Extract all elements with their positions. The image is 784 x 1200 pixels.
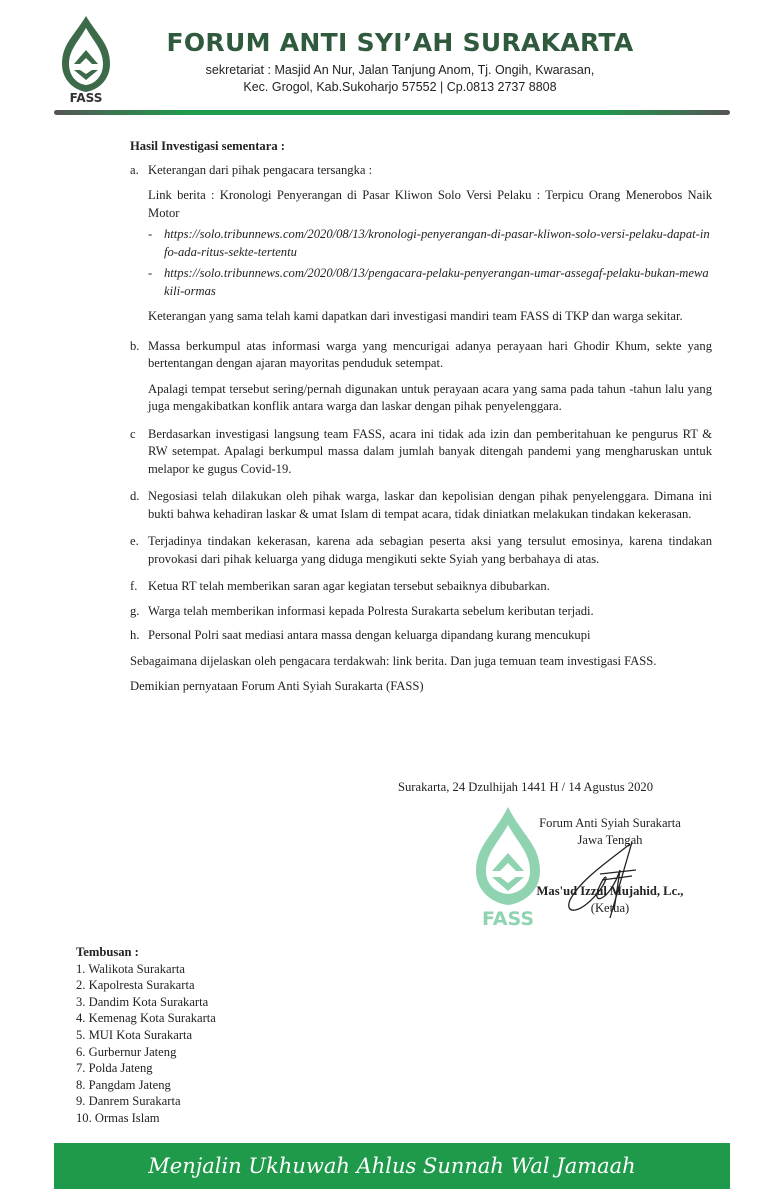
list-item: 3. Dandim Kota Surakarta	[76, 994, 209, 1009]
address-line: Kec. Grogol, Kab.Sukoharjo 57552 | Cp.0813 2737 8808	[243, 80, 557, 94]
paragraph: Ketua RT telah memberikan saran agar kegiatan tersebut sebaiknya dibubarkan.	[148, 579, 550, 593]
list-item: 4. Kemenag Kota Surakarta	[76, 1011, 216, 1026]
address-line: sekretariat : Masjid An Nur, Jalan Tanjung Anom, Tj. Ongih, Kwarasan,	[205, 63, 595, 77]
list-item: 1. Walikota Surakarta	[76, 961, 185, 976]
svg-text:FASS: FASS	[481, 908, 535, 930]
signer-org: Forum Anti Syiah Surakarta	[539, 816, 681, 830]
list-item-g	[130, 603, 712, 621]
paragraph: Personal Polri saat mediasi antara massa dengan keluarga dipandang kurang mencukupi	[148, 628, 591, 642]
list-item-e	[130, 533, 712, 568]
tembusan-title: Tembusan :	[76, 945, 139, 959]
item-label: d.	[130, 489, 140, 503]
item-label: h.	[130, 628, 140, 642]
footer-motto: Menjalin Ukhuwah Ahlus Sunnah Wal Jamaah	[148, 1154, 636, 1178]
item-label: c	[130, 426, 136, 441]
signature-date: Surakarta, 24 Dzulhijah 1441 H / 14 Agustus 2020	[398, 780, 653, 794]
signer-name: Mas'ud Izzul Mujahid, Lc.,	[536, 884, 684, 898]
list-item: 6. Gurbernur Jateng	[76, 1044, 177, 1059]
list-item-h	[130, 627, 712, 645]
list-item-a: a. Keterangan dari pihak pengacara tersangka : Link berita : Kronologi Penyerangan di Pasar Kliwon Solo Versi Pelaku : Terpicu Orang Menerobos Naik Motor - https://solo.tribunnews.com/2020/08/13/kronologi-penyerangan-di-pasar-kliwon-solo-versi-pelaku-dapat-info-ada-ritus-sekte-tertentu - https://solo.tribunnews.com/2020/08/13/pengacara-pelaku-penyerangan-umar-assegaf-pelaku-bukan-mewakili-ormas Keterangan yang sama telah kami dapatkan dari investigasi mandiri team FASS di TKP dan warga sekitar.	[130, 162, 712, 326]
closing-statement: Demikian pernyataan Forum Anti Syiah Surakarta (FASS)	[130, 679, 424, 693]
org-address	[160, 62, 640, 96]
paragraph: Warga telah memberikan informasi kepada Polresta Surakarta sebelum keributan terjadi.	[148, 603, 594, 618]
paragraph: Apalagi tempat tersebut sering/pernah digunakan untuk perayaan acara yang sama pada tahun -tahun lalu yang juga mengakibatkan konflik antara warga dan laskar dengan pihak penyelenggara.	[148, 381, 712, 413]
list-item-c	[130, 426, 712, 479]
section-heading: Hasil Investigasi sementara :	[130, 139, 285, 153]
item-label: f.	[130, 579, 138, 593]
list-item: 7. Polda Jateng	[76, 1061, 153, 1076]
news-link[interactable]: https://solo.tribunnews.com/2020/08/13/pengacara-pelaku-penyerangan-umar-assegaf-pelaku-bukan-mewakili-ormas	[164, 266, 709, 298]
paragraph: Negosiasi telah dilakukan oleh pihak warga, laskar dan kepolisian dengan pihak penyelenggara. Dimana ini bukti bahwa kehadiran laskar & umat Islam di tempat acara, tidak diniatkan melakukan tindakan kekerasan.	[148, 489, 712, 521]
svg-text:FASS: FASS	[69, 91, 103, 104]
paragraph: Massa berkumpul atas informasi warga yang mencurigai adanya perayaan hari Ghodir Khum, sekte yang bertentangan dengan ajaran mayoritas penduduk setempat.	[148, 338, 712, 370]
item-label: g.	[130, 603, 140, 618]
signer-role: (Ketua)	[590, 901, 630, 915]
paragraph: Keterangan yang sama telah kami dapatkan dari investigasi mandiri team FASS di TKP dan warga sekitar.	[148, 309, 683, 323]
org-title: FORUM ANTI SYI’AH SURAKARTA	[166, 28, 634, 57]
list-item: 8. Pangdam Jateng	[76, 1077, 171, 1092]
paragraph: Berdasarkan investigasi langsung team FASS, acara ini tidak ada izin dan pemberitahuan ke pengurus RT & RW setempat. Apalagi berkumpul massa dalam jumlah banyak ditengah pandemi yang mengharuskan untuk melapor ke gugus Covid-19.	[148, 426, 712, 476]
item-label: a.	[130, 162, 139, 177]
list-item: 2. Kapolresta Surakarta	[76, 978, 195, 993]
paragraph: Terjadinya tindakan kekerasan, karena ada sebagian peserta aksi yang tersulut emosinya, karena tindakan provokasi dari pihak keluarga yang diduga mengikuti sekte Syiah yang berbahaya di atas.	[148, 534, 712, 566]
document-body	[130, 138, 712, 696]
paragraph: Keterangan dari pihak pengacara tersangka :	[148, 162, 373, 177]
closing-paragraph: Sebagaimana dijelaskan oleh pengacara terdakwah: link berita. Dan juga temuan team investigasi FASS.	[130, 653, 657, 668]
list-item: 9. Danrem Surakarta	[76, 1094, 181, 1109]
item-label: e.	[130, 534, 139, 548]
fass-logo	[56, 14, 116, 104]
paragraph: Link berita : Kronologi Penyerangan di Pasar Kliwon Solo Versi Pelaku : Terpicu Orang Menerobos Naik Motor	[148, 188, 712, 220]
list-item: 10. Ormas Islam	[76, 1110, 160, 1125]
item-label: b.	[130, 338, 140, 353]
list-item: 5. MUI Kota Surakarta	[76, 1027, 193, 1042]
signer-region: Jawa Tengah	[577, 833, 643, 847]
tembusan-list	[76, 944, 216, 1127]
footer-motto-band	[54, 1143, 730, 1189]
handwritten-signature	[540, 840, 660, 920]
list-item-f	[130, 578, 712, 596]
list-item-b	[130, 338, 712, 416]
news-link[interactable]: https://solo.tribunnews.com/2020/08/13/kronologi-penyerangan-di-pasar-kliwon-solo-versi-pelaku-dapat-info-ada-ritus-sekte-tertentu	[164, 227, 710, 259]
list-item-d	[130, 488, 712, 523]
header-divider	[54, 110, 730, 115]
